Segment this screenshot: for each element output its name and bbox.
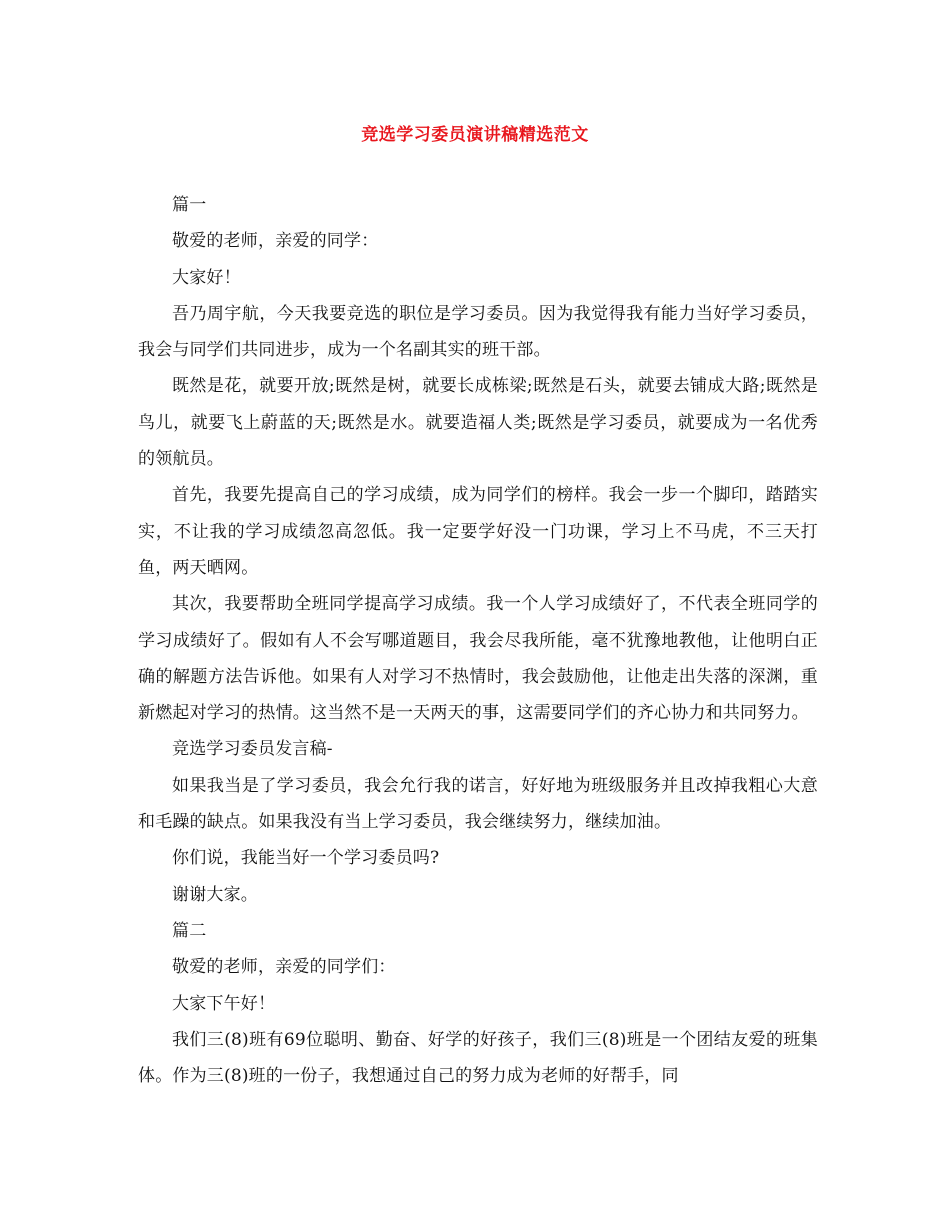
salutation: 敬爱的老师，亲爱的同学： (172, 231, 379, 252)
paragraph: 首先，我要先提高自己的学习成绩，成为同学们的榜样。我会一步一个脚印，踏踏实实，不让我的学习成绩忽高忽低。我一定要学好没一门功课，学习上不马虎，不三天打鱼，两天晒网。 (138, 485, 818, 578)
section-heading: 篇一 (172, 195, 207, 215)
closing: 谢谢大家。 (172, 884, 258, 905)
section-heading: 篇二 (172, 920, 207, 941)
salutation: 敬爱的老师，亲爱的同学们： (172, 957, 396, 978)
paragraph: 既然是花，就要开放;既然是树，就要长成栋梁;既然是石头，就要去铺成大路;既然是鸟儿，就要飞上蔚蓝的天;既然是水。就要造福人类;既然是学习委员，就要成为一名优秀的领航员。 (138, 376, 818, 470)
paragraph: 我们三(8)班有69位聪明、勤奋、好学的好孩子，我们三(8)班是一个团结友爱的班集体。作为三(8)班的一份子，我想通过自己的努力成为老师的好帮手，同 (138, 1029, 818, 1087)
greeting: 大家好！ (172, 267, 241, 288)
greeting: 大家下午好！ (172, 993, 276, 1014)
document-body (138, 187, 818, 1094)
paragraph: 竞选学习委员发言稿- (172, 739, 333, 760)
document-title: 竞选学习委员演讲稿精选范文 (361, 125, 589, 145)
paragraph: 其次，我要帮助全班同学提高学习成绩。我一个人学习成绩好了，不代表全班同学的学习成绩好了。假如有人不会写哪道题目，我会尽我所能，毫不犹豫地教他，让他明白正确的解题方法告诉他。如果有人对学习不热情时，我会鼓励他，让他走出失落的深渊，重新燃起对学习的热情。这当然不是一天两天的事，这需要同学们的齐心协力和共同努力。 (138, 594, 818, 724)
paragraph: 如果我当是了学习委员，我会允行我的诺言，好好地为班级服务并且改掉我粗心大意和毛躁的缺点。如果我没有当上学习委员，我会继续努力，继续加油。 (138, 775, 818, 833)
paragraph: 吾乃周宇航，今天我要竞选的职位是学习委员。因为我觉得我有能力当好学习委员，我会与同学们共同进步，成为一个名副其实的班干部。 (138, 303, 818, 361)
paragraph: 你们说，我能当好一个学习委员吗? (172, 848, 440, 869)
